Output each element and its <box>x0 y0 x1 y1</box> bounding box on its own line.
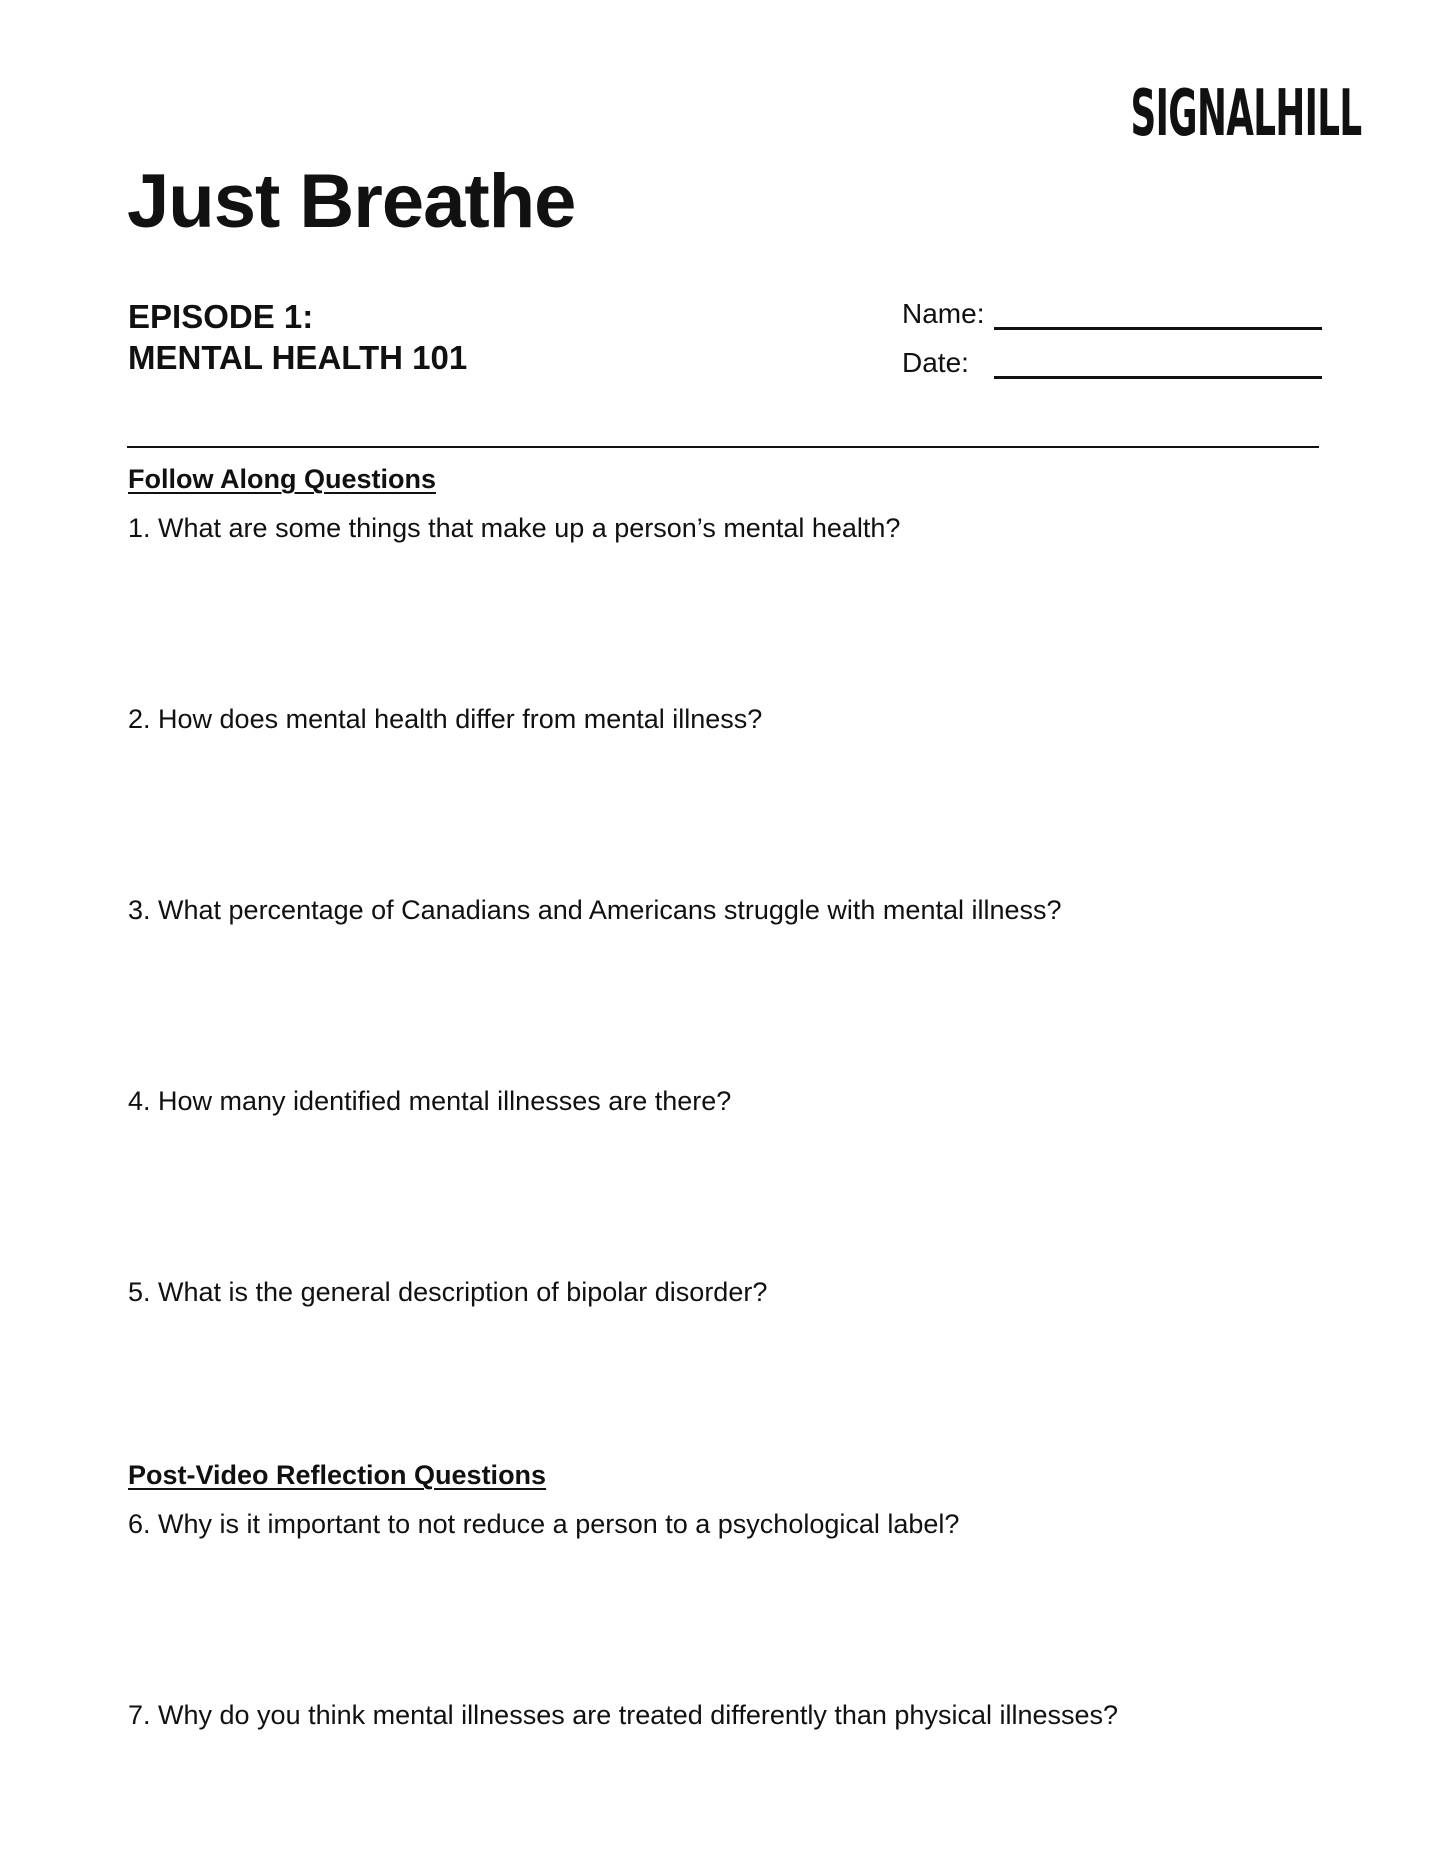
name-blank-line <box>994 326 1322 330</box>
question-3: 3. What percentage of Canadians and Americans struggle with mental illness? <box>128 895 1062 925</box>
episode-number: EPISODE 1: <box>128 298 314 335</box>
question-5: 5. What is the general description of bipolar disorder? <box>128 1277 768 1307</box>
episode-title: MENTAL HEALTH 101 <box>128 339 468 376</box>
name-field <box>902 300 1322 328</box>
signalhill-logo: SIGNALHILL <box>1131 77 1362 151</box>
reflection-heading: Post-Video Reflection Questions <box>128 1460 547 1490</box>
name-label: Name: <box>902 298 985 329</box>
date-blank-line <box>994 375 1322 379</box>
episode-heading <box>128 296 467 378</box>
follow-along-heading: Follow Along Questions <box>128 464 436 494</box>
question-2: 2. How does mental health differ from mental illness? <box>128 704 763 734</box>
question-4: 4. How many identified mental illnesses are there? <box>128 1086 732 1116</box>
worksheet-title: Just Breathe <box>127 159 576 244</box>
question-6: 6. Why is it important to not reduce a person to a psychological label? <box>128 1509 960 1539</box>
header-divider <box>127 446 1319 448</box>
date-label: Date: <box>902 347 969 378</box>
question-1: 1. What are some things that make up a person’s mental health? <box>128 513 901 543</box>
date-field <box>902 349 1322 377</box>
question-7: 7. Why do you think mental illnesses are treated differently than physical illnesses? <box>128 1700 1119 1730</box>
